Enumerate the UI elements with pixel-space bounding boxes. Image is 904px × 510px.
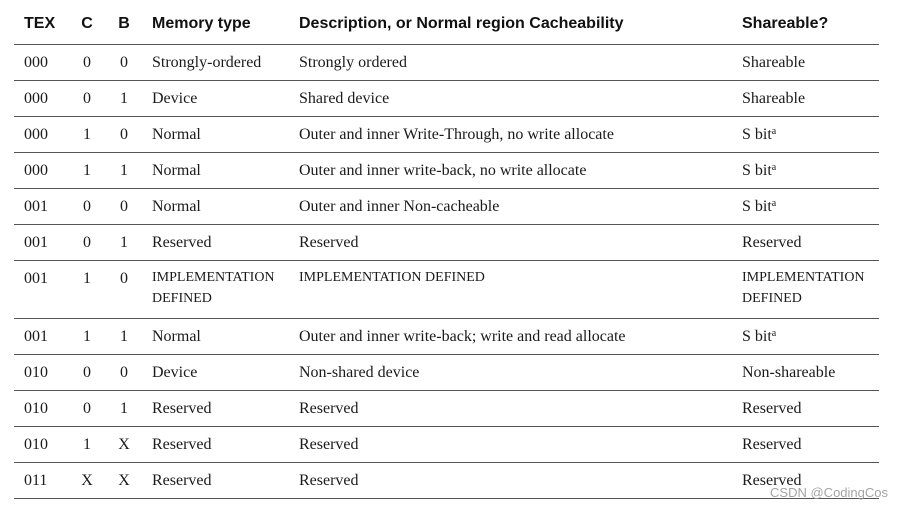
footnote-marker: a [771, 126, 777, 137]
cell-text: 0 [83, 54, 91, 71]
cell-c [68, 189, 106, 225]
table-row [14, 319, 879, 355]
cell-text: 1 [120, 234, 128, 251]
table-row [14, 225, 879, 261]
cell-text: 0 [83, 364, 91, 381]
cell-text: 000 [24, 54, 48, 71]
cell-text: Device [152, 364, 198, 381]
cell-text: 001 [24, 328, 48, 345]
cell-shareable [732, 355, 879, 391]
cell-text: 001 [24, 234, 48, 251]
footnote-marker: a [771, 328, 777, 339]
cell-tex [14, 225, 68, 261]
cell-text: X [118, 436, 130, 453]
cell-text: 010 [24, 364, 48, 381]
cell-b [106, 45, 142, 81]
cell-text: Strongly ordered [299, 54, 407, 71]
cell-c [68, 355, 106, 391]
cell-description [289, 391, 732, 427]
header-b: B [106, 4, 142, 45]
cell-text: 1 [120, 328, 128, 345]
cell-shareable [732, 391, 879, 427]
table-row [14, 153, 879, 189]
cell-shareable [732, 319, 879, 355]
footnote-marker: a [771, 162, 777, 173]
cell-text: Strongly-ordered [152, 54, 262, 71]
cell-tex [14, 117, 68, 153]
cell-text: Normal [152, 198, 201, 215]
cell-b [106, 355, 142, 391]
cell-text: Device [152, 90, 198, 107]
cell-description [289, 45, 732, 81]
cell-text: Reserved [299, 472, 359, 489]
cell-text: 1 [83, 328, 91, 345]
cell-text: 001 [24, 270, 48, 287]
cell-b [106, 427, 142, 463]
cell-text: 010 [24, 400, 48, 417]
watermark: CSDN @CodingCos [770, 485, 888, 500]
cell-text: 0 [83, 90, 91, 107]
cell-text: 010 [24, 436, 48, 453]
cell-description [289, 463, 732, 499]
cell-text: Reserved [152, 234, 212, 251]
header-memory-type: Memory type [142, 4, 289, 45]
cell-b [106, 81, 142, 117]
cell-b [106, 117, 142, 153]
cell-text: 000 [24, 90, 48, 107]
cell-memory-type [142, 45, 289, 81]
cell-memory-type [142, 319, 289, 355]
cell-tex [14, 153, 68, 189]
cell-text: 0 [120, 270, 128, 287]
cell-text: IMPLEMENTATION DEFINED [299, 270, 485, 285]
cell-c [68, 319, 106, 355]
cell-memory-type [142, 189, 289, 225]
cell-tex [14, 261, 68, 319]
cell-text: Reserved [152, 472, 212, 489]
cell-text: X [81, 472, 93, 489]
cell-shareable [732, 261, 879, 319]
table-row [14, 261, 879, 319]
cell-shareable [732, 427, 879, 463]
cell-text: Reserved [742, 400, 802, 417]
cell-text: 0 [83, 400, 91, 417]
cell-shareable [732, 153, 879, 189]
cell-text: 1 [83, 126, 91, 143]
cell-text: Normal [152, 328, 201, 345]
cell-text: Reserved [299, 436, 359, 453]
cell-description [289, 153, 732, 189]
cell-text: 1 [83, 162, 91, 179]
table-row [14, 117, 879, 153]
cell-text: S bit [742, 162, 772, 179]
cell-text: Outer and inner write-back, no write allocate [299, 162, 587, 179]
cell-b [106, 153, 142, 189]
cell-tex [14, 463, 68, 499]
header-shareable: Shareable? [732, 4, 879, 45]
cell-text: 0 [120, 364, 128, 381]
cell-description [289, 355, 732, 391]
table-row [14, 45, 879, 81]
cell-text: Reserved [742, 472, 802, 489]
cell-text: Shareable [742, 54, 806, 71]
cell-text: 0 [83, 234, 91, 251]
cell-text: 011 [24, 472, 48, 489]
cell-text: 1 [120, 400, 128, 417]
table-row [14, 391, 879, 427]
cell-text: 000 [24, 126, 48, 143]
table-row [14, 189, 879, 225]
cell-text: 001 [24, 198, 48, 215]
table-row [14, 355, 879, 391]
cell-text: Outer and inner write-back; write and read allocate [299, 328, 626, 345]
cell-text: Reserved [152, 400, 212, 417]
cell-memory-type [142, 391, 289, 427]
cell-description [289, 225, 732, 261]
cell-text: Outer and inner Non-cacheable [299, 198, 500, 215]
cell-text: Normal [152, 162, 201, 179]
cell-tex [14, 427, 68, 463]
cell-text: Non-shareable [742, 364, 836, 381]
table-header-row [14, 4, 879, 45]
cell-text: Reserved [299, 400, 359, 417]
cell-tex [14, 45, 68, 81]
cell-b [106, 261, 142, 319]
cell-text: 1 [83, 270, 91, 287]
cell-c [68, 153, 106, 189]
cell-c [68, 225, 106, 261]
cell-shareable [732, 81, 879, 117]
cell-description [289, 117, 732, 153]
cell-memory-type [142, 463, 289, 499]
cell-c [68, 81, 106, 117]
cell-shareable [732, 117, 879, 153]
cell-memory-type [142, 117, 289, 153]
cell-text: Reserved [299, 234, 359, 251]
cell-text: 0 [120, 198, 128, 215]
cell-text: X [118, 472, 130, 489]
cell-description [289, 427, 732, 463]
cell-description [289, 261, 732, 319]
cell-memory-type [142, 261, 289, 319]
cell-text: 0 [120, 54, 128, 71]
cell-text: Outer and inner Write-Through, no write allocate [299, 126, 614, 143]
cell-text: 1 [120, 90, 128, 107]
cell-text: IMPLEMENTATION DEFINED [152, 270, 275, 306]
cell-memory-type [142, 427, 289, 463]
cell-c [68, 427, 106, 463]
cell-c [68, 261, 106, 319]
table-body [14, 45, 879, 499]
cell-c [68, 45, 106, 81]
cell-text: 000 [24, 162, 48, 179]
cell-text: Reserved [152, 436, 212, 453]
cell-tex [14, 319, 68, 355]
cell-text: S bit [742, 328, 772, 345]
cell-c [68, 391, 106, 427]
cell-text: 1 [83, 436, 91, 453]
cell-b [106, 319, 142, 355]
table-row [14, 463, 879, 499]
cell-c [68, 117, 106, 153]
cell-description [289, 319, 732, 355]
cell-b [106, 225, 142, 261]
cell-text: IMPLEMENTATION DEFINED [742, 270, 865, 306]
cell-text: 0 [120, 126, 128, 143]
cell-text: 1 [120, 162, 128, 179]
cell-c [68, 463, 106, 499]
cell-text: Reserved [742, 436, 802, 453]
cell-shareable [732, 225, 879, 261]
cell-memory-type [142, 355, 289, 391]
cell-tex [14, 391, 68, 427]
cell-shareable [732, 45, 879, 81]
cell-b [106, 463, 142, 499]
cell-text: Shared device [299, 90, 390, 107]
cell-memory-type [142, 225, 289, 261]
cell-text: 0 [83, 198, 91, 215]
table-row [14, 81, 879, 117]
cell-b [106, 189, 142, 225]
cell-memory-type [142, 81, 289, 117]
header-c: C [68, 4, 106, 45]
cell-shareable [732, 189, 879, 225]
cell-tex [14, 189, 68, 225]
table-row [14, 427, 879, 463]
footnote-marker: a [771, 198, 777, 209]
cell-tex [14, 355, 68, 391]
header-tex: TEX [14, 4, 68, 45]
cell-text: S bit [742, 198, 772, 215]
memory-type-table [14, 4, 879, 499]
cell-text: Shareable [742, 90, 806, 107]
cell-text: Reserved [742, 234, 802, 251]
cell-memory-type [142, 153, 289, 189]
cell-text: S bit [742, 126, 772, 143]
cell-tex [14, 81, 68, 117]
cell-description [289, 81, 732, 117]
cell-b [106, 391, 142, 427]
cell-text: Non-shared device [299, 364, 420, 381]
header-description: Description, or Normal region Cacheability [289, 4, 732, 45]
cell-description [289, 189, 732, 225]
cell-text: Normal [152, 126, 201, 143]
